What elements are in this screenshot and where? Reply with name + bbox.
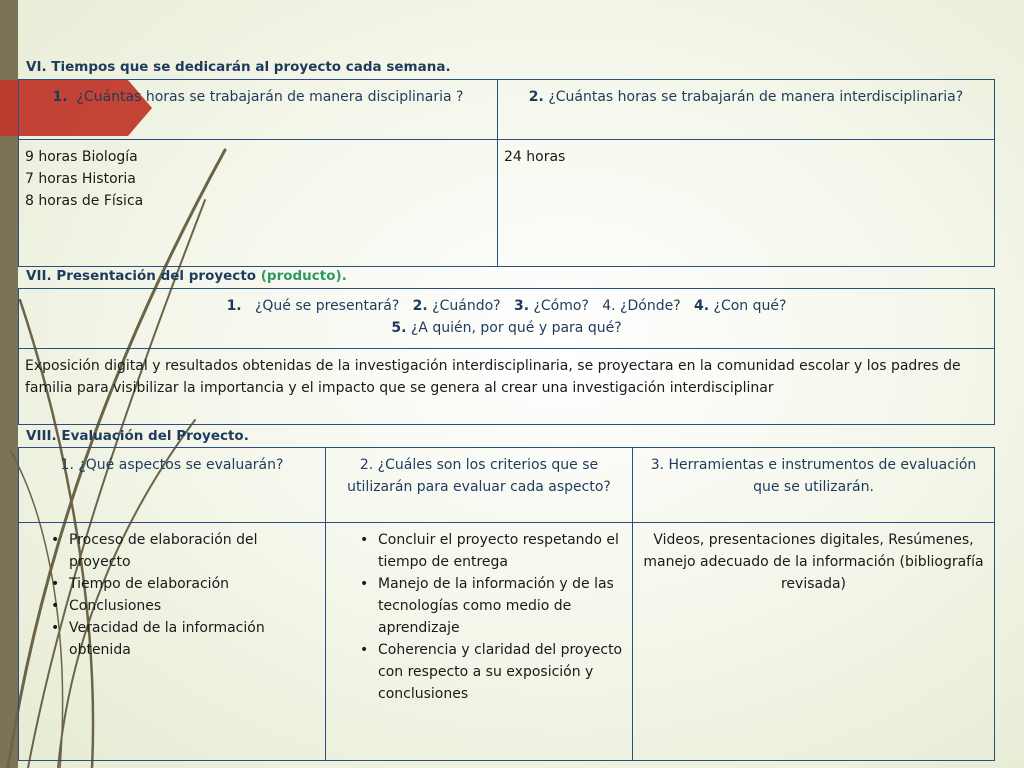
list-item: • Manejo de la información y de las tecnologías como medio de aprendizaje [354, 573, 626, 639]
section-7-title [26, 268, 347, 284]
section-8-header-row [19, 448, 995, 523]
question-number: 1. [226, 298, 242, 314]
list-item: • Coherencia y claridad del proyecto con respecto a su exposición y conclusiones [354, 639, 626, 705]
section-8-table [18, 447, 995, 761]
section-7-questions-cell [19, 289, 995, 349]
section-6-q1-cell [19, 80, 498, 140]
section-6-answer-row [19, 140, 995, 267]
question-text: ¿Qué se presentará? [254, 298, 400, 314]
section-7-answer-row [19, 349, 995, 425]
section-6-table [18, 79, 995, 267]
question-number: 4. [602, 298, 616, 314]
question-text: ¿Cómo? [533, 298, 589, 314]
section-7-table [18, 288, 995, 425]
question-number: 3. [513, 298, 530, 314]
section-8-header-criteria: 2. ¿Cuáles son los criterios que se utilizarán para evaluar cada aspecto? [326, 448, 633, 523]
section-7-title-main: VII. Presentación del proyecto [26, 268, 261, 284]
criteria-list [354, 529, 626, 705]
list-item: • Concluir el proyecto respetando el tiempo de entrega [354, 529, 626, 573]
section-6-answer1-cell [19, 140, 498, 267]
list-item: • Veracidad de la información obtenida [45, 617, 319, 661]
question-text: ¿Cuántas horas se trabajarán de manera interdisciplinaria? [548, 89, 964, 105]
section-7-answer-cell [19, 349, 995, 425]
question-number: 4. [694, 298, 710, 314]
aspects-list [45, 529, 319, 661]
section-7-title-highlight: (producto). [260, 268, 347, 284]
hours-line: 7 horas Historia [25, 171, 136, 187]
question-number: 2. [528, 89, 544, 105]
section-8-header-aspects: 1. ¿Qué aspectos se evaluarán? [19, 448, 326, 523]
question-number: 2. [412, 298, 428, 314]
hours-line: 9 horas Biología [25, 149, 138, 165]
question-text: ¿Con qué? [713, 298, 787, 314]
list-item: • Conclusiones [45, 595, 319, 617]
section-6-header-row [19, 80, 995, 140]
list-item: • Tiempo de elaboración [45, 573, 319, 595]
tools-description: Videos, presentaciones digitales, Resúmenes, manejo adecuado de la información (bibliografía revisada) [643, 532, 984, 592]
section-8-tools-cell [633, 523, 995, 761]
section-6-q2-cell [498, 80, 995, 140]
section-7-header-row [19, 289, 995, 349]
section-8-aspects-cell [19, 523, 326, 761]
list-item: • Proceso de elaboración del proyecto [45, 529, 319, 573]
section-6-title: VI. Tiempos que se dedicarán al proyecto cada semana. [26, 59, 451, 75]
question-text: ¿Dónde? [620, 298, 681, 314]
questions-line-1 [25, 295, 988, 317]
question-text: ¿Cuándo? [432, 298, 501, 314]
section-6-answer2-cell [498, 140, 995, 267]
section-8-title: VIII. Evaluación del Proyecto. [26, 428, 249, 444]
section-8-header-tools: 3. Herramientas e instrumentos de evaluación que se utilizarán. [633, 448, 995, 523]
section-8-content-row [19, 523, 995, 761]
question-text: ¿Cuántas horas se trabajarán de manera disciplinaria ? [76, 89, 464, 105]
presentation-description: Exposición digital y resultados obtenidas de la investigación interdisciplinaria, se proyectara en la comunidad escolar y los padres de familia para visibilizar la importancia y el impacto que se genera al crear una investigación interdisciplinar [25, 358, 961, 396]
hours-line: 24 horas [504, 149, 566, 165]
questions-line-2 [25, 317, 988, 339]
question-number: 1. [52, 89, 68, 105]
section-8-criteria-cell [326, 523, 633, 761]
question-number: 5. [391, 320, 407, 336]
hours-line: 8 horas de Física [25, 193, 144, 209]
question-text: ¿A quién, por qué y para qué? [410, 320, 622, 336]
